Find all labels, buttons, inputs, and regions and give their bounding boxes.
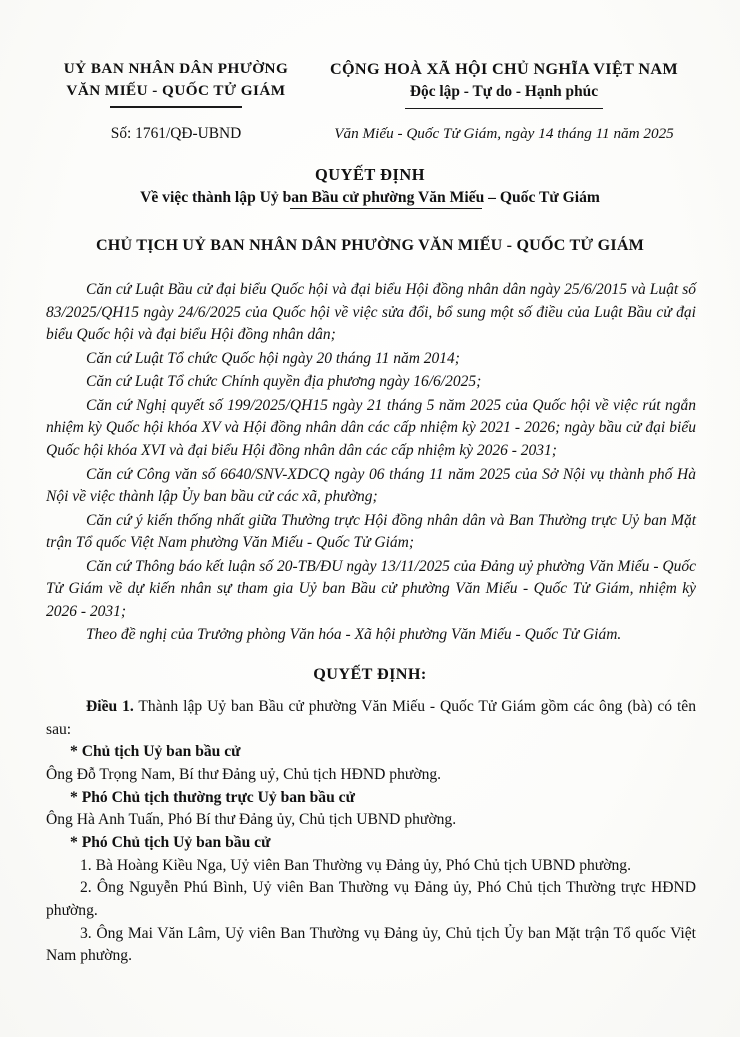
preamble-clause: Căn cứ Luật Tổ chức Quốc hội ngày 20 tháng 11 năm 2014; — [86, 349, 460, 367]
preamble-clause: Căn cứ Thông báo kết luận số 20-TB/ĐU ngày 13/11/2025 của Đảng uỷ phường Văn Miếu - Quốc Tử Giám về dự kiến nhân sự tham gia Uỷ ban Bầu cử phường Văn Miếu - Quốc Tử Giám, nhiệm kỳ 2026 - 2031; — [46, 557, 696, 620]
decision-subtitle: Về việc thành lập Uỷ ban Bầu cử phường Văn Miếu – Quốc Tử Giám — [140, 189, 600, 207]
national-name: CỘNG HOÀ XÃ HỘI CHỦ NGHĨA VIỆT NAM — [329, 60, 679, 78]
preamble-clause: Căn cứ Công văn số 6640/SNV-XDCQ ngày 06 tháng 11 năm 2025 của Sở Nội vụ thành phố Hà Nội về việc thành lập Ủy ban bầu cử các xã, phường; — [46, 465, 696, 506]
issuing-authority-line2: VĂN MIẾU - QUỐC TỬ GIÁM — [66, 81, 286, 99]
preamble-clause: Căn cứ Luật Tổ chức Chính quyền địa phương ngày 16/6/2025; — [86, 373, 482, 391]
number-date-row — [0, 109, 740, 143]
preamble-clause: Căn cứ Nghị quyết số 199/2025/QH15 ngày 21 tháng 5 năm 2025 của Quốc hội về việc rút ngắn nhiệm kỳ Quốc hội khóa XV và Hội đồng nhân dân các cấp nhiệm kỳ 2021 - 2026; ngày bầu cử đại biểu Quốc hội khóa XVI và đại biểu Hội đồng nhân dân các cấp nhiệm kỳ 2026 - 2031; — [46, 396, 696, 459]
member-entry: Ông Hà Anh Tuấn, Phó Bí thư Đảng ủy, Chủ tịch UBND phường. — [46, 811, 457, 829]
decision-title: QUYẾT ĐỊNH — [315, 165, 425, 185]
header-rule-left — [110, 106, 242, 108]
national-motto: Độc lập - Tự do - Hạnh phúc — [409, 82, 599, 100]
role-heading-chairman: * Chủ tịch Uỷ ban bầu cử — [70, 743, 241, 761]
document-header — [0, 0, 740, 109]
member-entry: 1. Bà Hoàng Kiều Nga, Uỷ viên Ban Thường vụ Đảng ủy, Phó Chủ tịch UBND phường. — [80, 856, 631, 874]
preamble-clause: Căn cứ Luật Bầu cử đại biểu Quốc hội và đại biểu Hội đồng nhân dân ngày 25/6/2015 và Luật số 83/2025/QH15 ngày 24/6/2025 của Quốc hội về việc sửa đổi, bổ sung một số điều của Luật Bầu cử đại biểu Quốc hội và đại biểu Hội đồng nhân dân; — [46, 281, 696, 344]
article-1-label: Điều 1. — [86, 697, 134, 715]
article-1-body: Thành lập Uỷ ban Bầu cử phường Văn Miếu - Quốc Tử Giám gồm các ông (bà) có tên sau: — [46, 697, 696, 738]
document-number: Số: 1761/QĐ-UBND — [110, 125, 242, 143]
header-rule-right — [405, 108, 603, 110]
article-1-paragraph — [46, 696, 696, 741]
national-heading-block — [310, 58, 698, 109]
member-entry: 2. Ông Nguyễn Phú Bình, Uỷ viên Ban Thường vụ Đảng ủy, Phó Chủ tịch Thường trực HĐND phường. — [46, 879, 696, 920]
decision-subtitle-wrapper — [140, 189, 600, 207]
member-entry: 3. Ông Mai Văn Lâm, Uỷ viên Ban Thường vụ Đảng ủy, Chủ tịch Ủy ban Mặt trận Tổ quốc Việt Nam phường. — [46, 924, 696, 965]
preamble-clause: Theo đề nghị của Trưởng phòng Văn hóa - Xã hội phường Văn Miếu - Quốc Tử Giám. — [86, 626, 622, 644]
articles-section — [0, 696, 740, 968]
issuing-authority-block — [42, 58, 310, 108]
decide-heading: QUYẾT ĐỊNH: — [313, 664, 427, 683]
role-heading-standing-vice-chairman: * Phó Chủ tịch thường trực Uỷ ban bầu cử — [70, 788, 355, 806]
title-block — [0, 165, 740, 207]
preamble-clause: Căn cứ ý kiến thống nhất giữa Thường trực Hội đồng nhân dân và Ban Thường trực Uỷ ban Mặt trận Tổ quốc Việt Nam phường Văn Miếu - Quốc Tử Giám; — [46, 511, 696, 552]
preamble-clauses — [0, 279, 740, 647]
place-and-date: Văn Miếu - Quốc Tử Giám, ngày 14 tháng 11 năm 2025 — [334, 125, 674, 143]
authority-heading: CHỦ TỊCH UỶ BAN NHÂN DÂN PHƯỜNG VĂN MIẾU - QUỐC TỬ GIÁM — [95, 237, 645, 255]
member-entry: Ông Đỗ Trọng Nam, Bí thư Đảng uỷ, Chủ tịch HĐND phường. — [46, 765, 442, 783]
subtitle-underline — [290, 208, 482, 209]
role-heading-vice-chairman: * Phó Chủ tịch Uỷ ban bầu cử — [70, 834, 271, 852]
issuing-authority-line1: UỶ BAN NHÂN DÂN PHƯỜNG — [63, 60, 289, 77]
